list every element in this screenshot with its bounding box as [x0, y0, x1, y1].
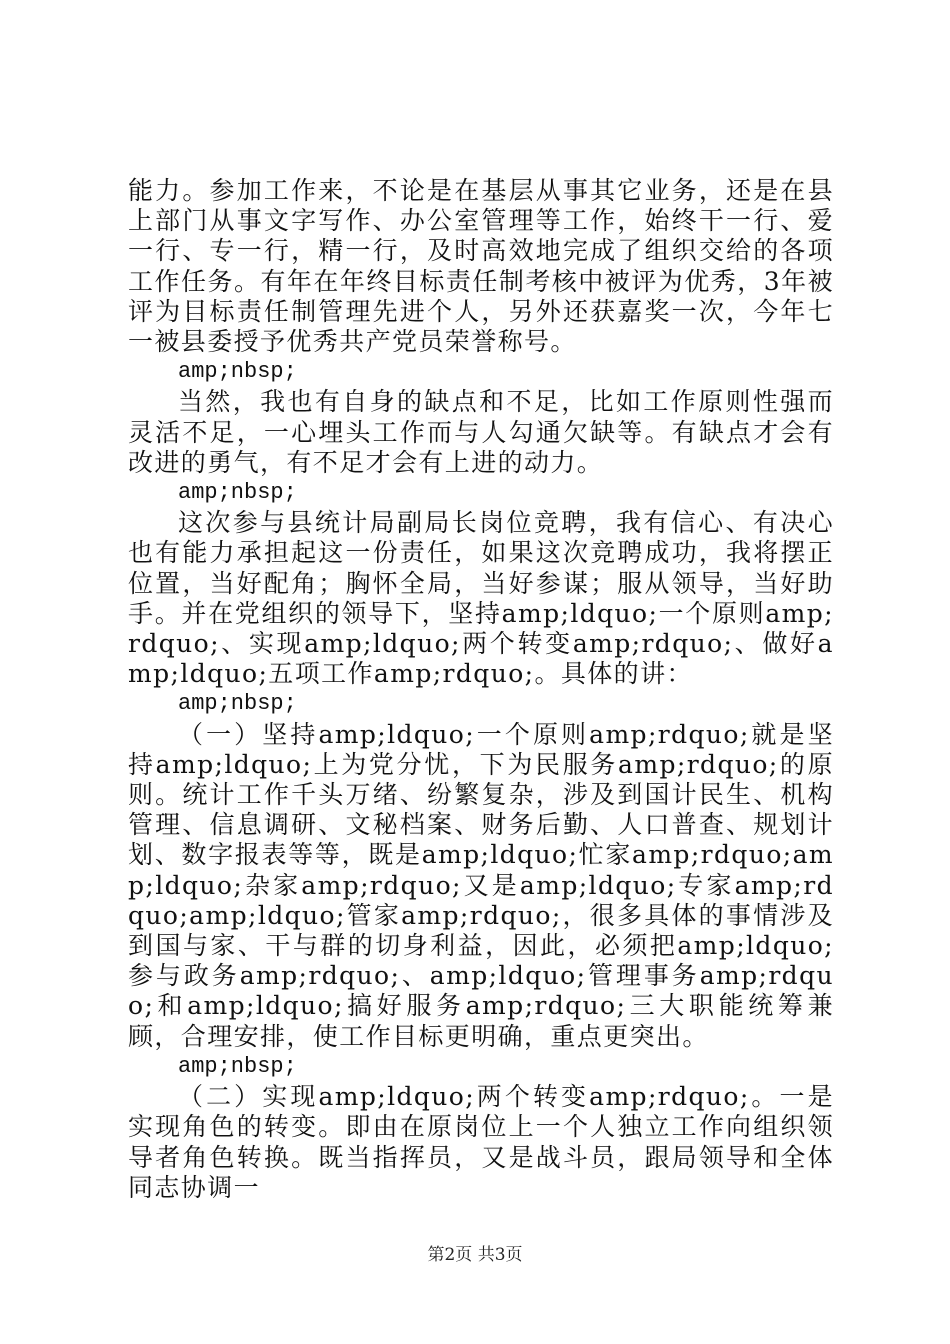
- nbsp-line: amp;nbsp;: [178, 691, 297, 717]
- nbsp-line: amp;nbsp;: [178, 1053, 297, 1079]
- nbsp-line: amp;nbsp;: [178, 359, 297, 385]
- paragraph: 这次参与县统计局副局长岗位竞聘，我有信心、有决心也有能力承担起这一份责任，如果这次竞聘成功，我将摆正位置，当好配角；胸怀全局，当好参谋；服从领导，当好助手。并在党组织的领导下，坚持amp;ldquo;一个原则amp;rdquo;、实现amp;ldquo;两个转变amp;rdquo;、做好amp;ldquo;五项工作amp;rdquo;。具体的讲：: [128, 508, 834, 689]
- nbsp-line: amp;nbsp;: [178, 480, 297, 506]
- paragraph: （一）坚持amp;ldquo;一个原则amp;rdquo;就是坚持amp;ldquo;上为党分忧，下为民服务amp;rdquo;的原则。统计工作千头万绪、纷繁复杂，涉及到国计民生、机构管理、信息调研、文秘档案、财务后勤、人口普查、规划计划、数字报表等等，既是amp;ldquo;忙家amp;rdquo;amp;ldquo;杂家amp;rdquo;又是amp;ldquo;专家amp;rdquo;amp;ldquo;管家amp;rdquo;，很多具体的事情涉及到国与家、干与群的切身利益，因此，必须把amp;ldquo;参与政务amp;rdquo;、amp;ldquo;管理事务amp;rdquo;和amp;ldquo;搞好服务amp;rdquo;三大职能统筹兼顾，合理安排，使工作目标更明确，重点更突出。: [128, 719, 834, 1051]
- page-footer: 第2页 共3页: [427, 1245, 523, 1265]
- paragraph: 能力。参加工作来，不论是在基层从事其它业务，还是在县上部门从事文字写作、办公室管理等工作，始终干一行、爱一行、专一行，精一行，及时高效地完成了组织交给的各项工作任务。有年在年终目标责任制考核中被评为优秀，3年被评为目标责任制管理先进个人，另外还获嘉奖一次，今年七一被县委授予优秀共产党员荣誉称号。: [128, 176, 834, 357]
- document-body: [128, 176, 834, 1203]
- paragraph: 当然，我也有自身的缺点和不足，比如工作原则性强而灵活不足，一心埋头工作而与人勾通欠缺等。有缺点才会有改进的勇气，有不足才会有上进的动力。: [128, 387, 834, 477]
- paragraph: （二）实现amp;ldquo;两个转变amp;rdquo;。一是实现角色的转变。即由在原岗位上一个人独立工作向组织领导者角色转换。既当指挥员，又是战斗员，跟局领导和全体同志协调一: [128, 1082, 834, 1202]
